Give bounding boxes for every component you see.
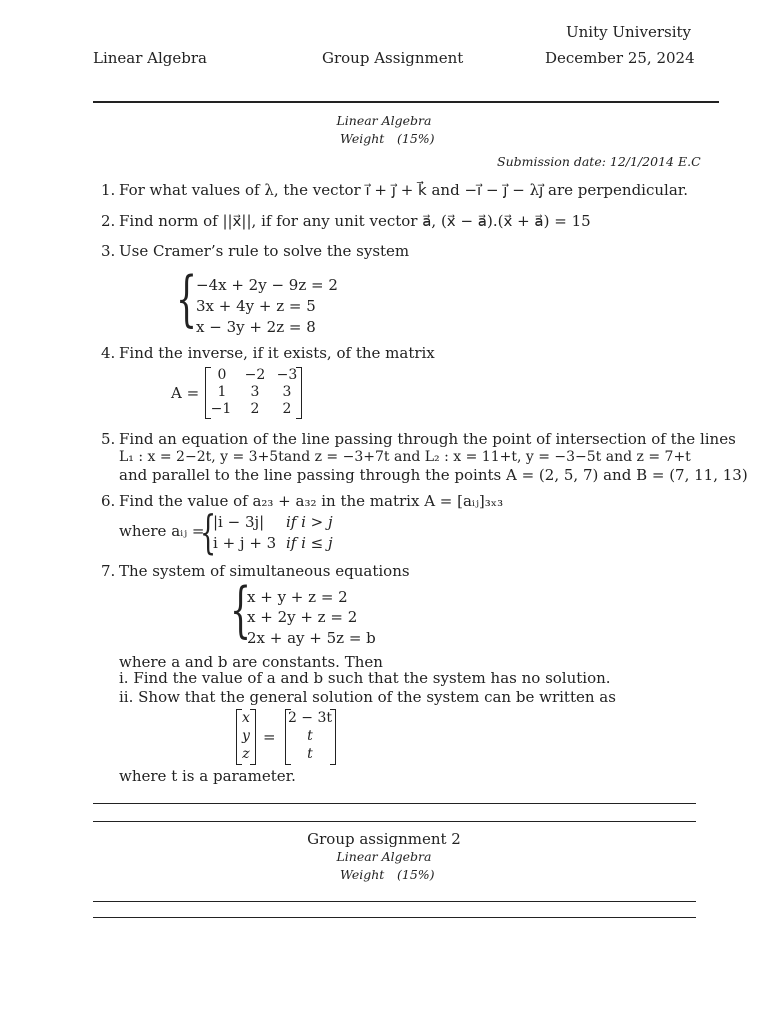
q7-vec-right-cell: 2 − 3t	[287, 710, 333, 726]
q7-equals: =	[263, 728, 276, 746]
q7-part-ii: ii. Show that the general solution of the system can be written as	[119, 688, 616, 706]
q4-matrix-cell: 3	[282, 384, 292, 400]
section-rule	[93, 917, 696, 918]
q6-text: Find the value of a₂₃ + a₃₂ in the matrix A = [aᵢⱼ]₃ₓ₃	[119, 492, 504, 510]
q4-matrix-cell: 2	[250, 401, 260, 417]
q3-eq-1: −4x + 2y − 9z = 2	[196, 276, 338, 294]
q7-vec-left-cell: y	[242, 728, 250, 744]
q7-eq-1: x + y + z = 2	[247, 588, 348, 606]
q6-case-2-cond: if i ≤ j	[286, 534, 333, 552]
q7-part-i: i. Find the value of a and b such that the system has no solution.	[119, 669, 611, 687]
q4-matrix-cell: −1	[210, 401, 232, 417]
q1-number: 1.	[101, 181, 116, 199]
q3-brace: {	[176, 264, 198, 334]
q4-matrix-cell: 3	[250, 384, 260, 400]
q3-eq-2: 3x + 4y + z = 5	[196, 297, 316, 315]
q7-eq-2: x + 2y + z = 2	[247, 608, 358, 626]
footer-course: Linear Algebra	[336, 849, 432, 864]
q6-case-2-expr: i + j + 3	[213, 534, 277, 552]
title-weight-label: Weight	[340, 131, 385, 146]
q5-line-2: L₁ : x = 2−2t, y = 3+5tand z = −3+7t and L₂ : x = 11+t, y = −3−5t and z = 7+t	[119, 449, 691, 465]
q6-where: where aᵢⱼ =	[119, 522, 205, 540]
q4-matrix-cell: −2	[244, 367, 266, 383]
q4-matrix-cell: 2	[282, 401, 292, 417]
q2-number: 2.	[101, 212, 116, 230]
q4-text: Find the inverse, if it exists, of the matrix	[119, 344, 435, 362]
q3-number: 3.	[101, 242, 116, 260]
header-assignment: Group Assignment	[322, 49, 464, 67]
title-weight-value: (15%)	[397, 131, 435, 146]
header-course: Linear Algebra	[93, 49, 208, 67]
q6-brace: {	[200, 505, 217, 559]
q4-matrix-cell: 0	[217, 367, 227, 383]
q7-text: The system of simultaneous equations	[119, 562, 410, 580]
q6-case-1-cond: if i > j	[286, 513, 333, 531]
q7-closing: where t is a parameter.	[119, 767, 296, 785]
q5-number: 5.	[101, 430, 116, 448]
q7-vec-left-cell: z	[242, 746, 250, 762]
q7-number: 7.	[101, 562, 116, 580]
section-rule	[93, 803, 696, 804]
q7-vec-right-cell: t	[307, 746, 313, 762]
q3-eq-3: x − 3y + 2z = 8	[196, 318, 316, 336]
q7-vec-right-cell: t	[307, 728, 313, 744]
q5-line-3: and parallel to the line passing through the points A = (2, 5, 7) and B = (7, 11, 13)	[119, 466, 748, 484]
q7-after: where a and b are constants. Then	[119, 653, 383, 671]
section-rule	[93, 821, 696, 822]
q7-eq-3: 2x + ay + 5z = b	[247, 629, 376, 647]
q4-matrix-label: A =	[171, 384, 200, 402]
footer-weight-label: Weight	[340, 867, 385, 882]
q3-text: Use Cramer’s rule to solve the system	[119, 242, 410, 260]
section-rule	[93, 901, 696, 902]
q5-line-1: Find an equation of the line passing through the point of intersection of the lines	[119, 430, 736, 448]
q4-matrix-cell: 1	[217, 384, 227, 400]
q1-text: For what values of λ, the vector i⃗ + j⃗ + k⃗ and −i⃗ − j⃗ − λj⃗ are perpendicular.	[119, 181, 689, 199]
q4-matrix-cell: −3	[276, 367, 298, 383]
q4-number: 4.	[101, 344, 116, 362]
group-assignment-2-title: Group assignment 2	[307, 830, 461, 848]
submission-date: Submission date: 12/1/2014 E.C	[497, 154, 701, 169]
title-course: Linear Algebra	[336, 113, 432, 128]
q6-number: 6.	[101, 492, 116, 510]
q6-case-1-expr: |i − 3j|	[213, 513, 265, 531]
q7-vec-left-cell: x	[242, 710, 250, 726]
header-rule	[93, 101, 719, 103]
q2-text: Find norm of ||x⃗||, if for any unit vector a⃗, (x⃗ − a⃗).(x⃗ + a⃗) = 15	[119, 212, 591, 230]
header-date: December 25, 2024	[545, 49, 695, 67]
university-name: Unity University	[566, 23, 691, 41]
footer-weight-value: (15%)	[397, 867, 435, 882]
q7-brace: {	[230, 575, 252, 645]
